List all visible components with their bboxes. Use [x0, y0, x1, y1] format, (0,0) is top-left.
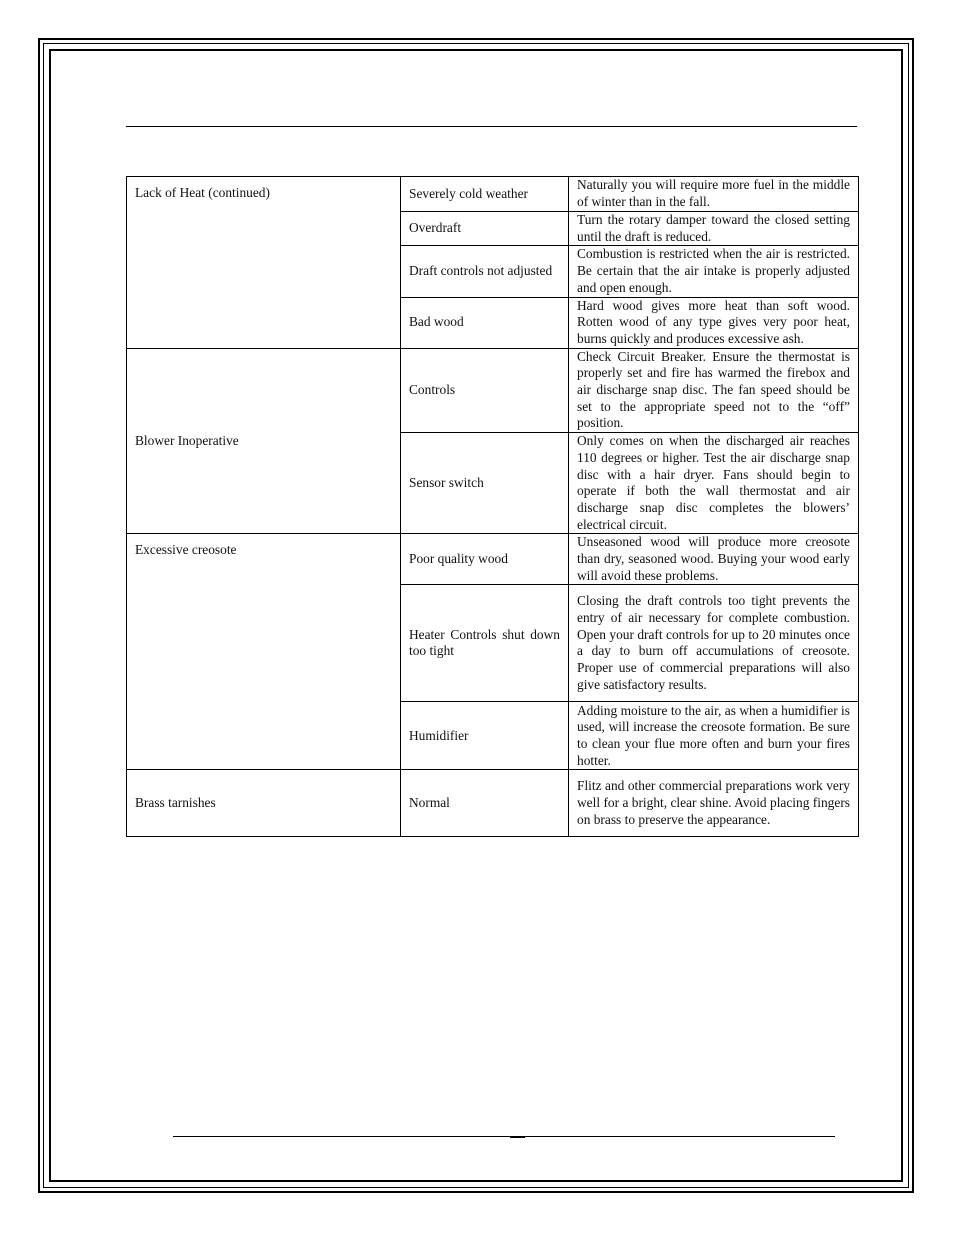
- table-row: [127, 770, 859, 837]
- page-number-mark: [510, 1137, 525, 1138]
- cause-cell: Sensor switch: [401, 433, 569, 534]
- cause-cell: Severely cold weather: [401, 177, 569, 212]
- remedy-cell: Flitz and other commercial preparations work very well for a bright, clear shine. Avoid placing fingers on brass to preserve the appearance.: [569, 770, 859, 837]
- table-row: [127, 534, 859, 585]
- footer-rule: [173, 1136, 835, 1137]
- problem-cell: [127, 348, 401, 534]
- cause-cell: Normal: [401, 770, 569, 837]
- remedy-cell: Naturally you will require more fuel in the middle of winter than in the fall.: [569, 177, 859, 212]
- problem-cell: Brass tarnishes: [127, 770, 401, 837]
- table-row: [127, 348, 859, 433]
- remedy-cell: Closing the draft controls too tight prevents the entry of air necessary for complete combustion. Open your draft controls for up to 20 minutes once a day to burn off accumulations of creosote. Proper use of commercial preparations will also give satisfactory results.: [569, 585, 859, 702]
- remedy-cell: Adding moisture to the air, as when a humidifier is used, will increase the creosote formation. Be sure to clean your flue more often and burn your fires hotter.: [569, 702, 859, 770]
- problem-label: Blower Inoperative: [135, 432, 239, 448]
- remedy-cell: Only comes on when the discharged air reaches 110 degrees or higher. Test the air discharge snap disc with a hair dryer. Fans should begin to operate if both the wall thermostat and air discharge snap disc completes the blowers’ electrical circuit.: [569, 433, 859, 534]
- problem-label: Excessive creosote: [135, 542, 237, 558]
- cause-cell: Bad wood: [401, 297, 569, 348]
- table-row: [127, 177, 859, 212]
- problem-cell: Lack of Heat (continued): [127, 177, 401, 349]
- remedy-cell: Check Circuit Breaker. Ensure the thermostat is properly set and fire has warmed the firebox and air discharge snap disc. The fan speed should be set to the appropriate speed not to the “off” position.: [569, 348, 859, 433]
- troubleshooting-table: [126, 176, 859, 837]
- remedy-cell: Turn the rotary damper toward the closed setting until the draft is reduced.: [569, 212, 859, 246]
- remedy-cell: Hard wood gives more heat than soft wood. Rotten wood of any type gives very poor heat, burns quickly and produces excessive ash.: [569, 297, 859, 348]
- header-rule: [126, 126, 857, 127]
- cause-cell: Overdraft: [401, 212, 569, 246]
- cause-cell: Poor quality wood: [401, 534, 569, 585]
- cause-cell: Controls: [401, 348, 569, 433]
- problem-cell: [127, 534, 401, 770]
- remedy-cell: Unseasoned wood will produce more creosote than dry, seasoned wood. Buying your wood early will avoid these problems.: [569, 534, 859, 585]
- cause-cell: Draft controls not adjusted: [401, 246, 569, 297]
- cause-cell: Heater Controls shut down too tight: [401, 585, 569, 702]
- cause-cell: Humidifier: [401, 702, 569, 770]
- remedy-cell: Combustion is restricted when the air is restricted. Be certain that the air intake is properly adjusted and open enough.: [569, 246, 859, 297]
